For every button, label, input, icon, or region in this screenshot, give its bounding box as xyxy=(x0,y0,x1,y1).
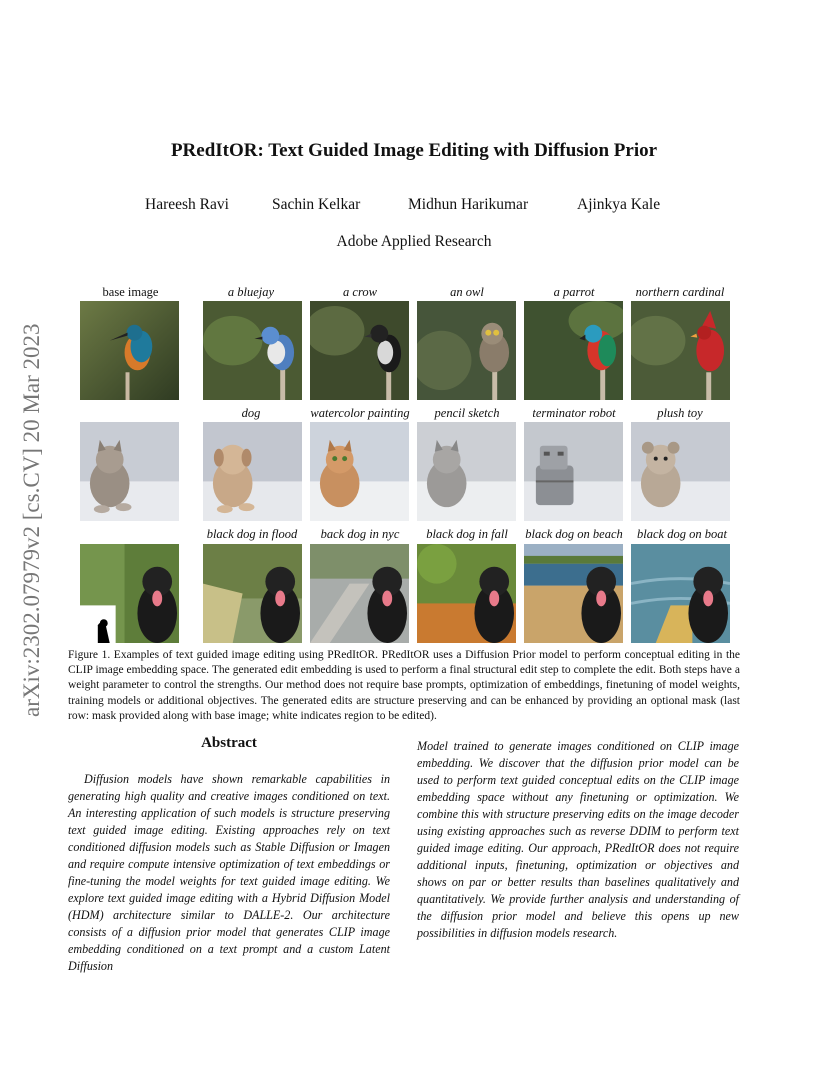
abstract-heading: Abstract xyxy=(201,735,257,751)
fig-label-watercolor: watercolor painting xyxy=(310,406,410,420)
image-nyc xyxy=(310,544,409,643)
image-kingfisher xyxy=(80,301,179,400)
fig-label-base-image: base image xyxy=(102,285,159,299)
fig-label-parrot: a parrot xyxy=(553,285,595,299)
fig-label-fall: black dog in fall xyxy=(426,527,508,541)
abstract-column-2: Model trained to generate images conditioned on CLIP image embedding. We discover that the diffusion prior model can be used to perform text guided conceptual edits on the CLIP image embedding space without any finetuning or optimization. We combine this with structure preserving edits on the image decoder using existing approaches such as reverse DDIM to perform text guided image editing. Our approach, PRedItOR does not require additional inputs, finetuning, optimization or objectives and shows on par or better results than baselines qualitatively and quantitatively. We provide further analysis and understanding of the diffusion prior model and believe this opens up new possibilities in diffusion models research. xyxy=(417,739,739,940)
arxiv-stamp: arXiv:2302.07979v2 [cs.CV] 20 Mar 2023 xyxy=(19,323,44,718)
image-plush-toy xyxy=(631,422,730,521)
fig-label-bluejay: a bluejay xyxy=(227,285,275,299)
image-parrot xyxy=(524,301,623,400)
abstract-column-1: Diffusion models have shown remarkable capabilities in generating high quality and creative images conditioned on text. An interesting application of such models is structure preserving text guided image editing. Existing approaches rely on text conditioned diffusion models such as Stable Diffusion or Imagen and require compute intensive optimization of text embeddings or fine-tuning the model weights for text guided image editing. We explore text guided image editing with a Hybrid Diffusion Model (HDM) architecture similar to DALLE-2. Our architecture consists of a diffusion prior model that generates CLIP image embedding conditioned on a text prompt and a custom Latent Diffusion xyxy=(68,772,390,973)
image-boat xyxy=(631,544,730,643)
author-1: Hareesh Ravi xyxy=(145,196,229,213)
fig-label-crow: a crow xyxy=(343,285,377,299)
figure-caption: Figure 1. Examples of text guided image editing using PRedItOR. PRedItOR uses a Diffusion Prior model to perform conceptual editing in the CLIP image embedding space. The generated edit embedding is used to perform a final structural edit step to complete the edit. Both steps have a weight parameter to control the strengths. Our method does not require base prompts, optimization of embeddings, finetuning of model weights, training models or additional objectives. The generated edits are structure preserving and can be enhanced by providing an optional mask (last row: mask provided along with base image; white indicates region to be edited). xyxy=(68,649,740,722)
author-3: Midhun Harikumar xyxy=(408,196,529,213)
affiliation: Adobe Applied Research xyxy=(336,233,492,250)
fig-label-boat: black dog on boat xyxy=(637,527,727,541)
image-cardinal xyxy=(631,301,730,400)
author-4: Ajinkya Kale xyxy=(577,196,661,213)
image-watercolor xyxy=(310,422,409,521)
image-pencil-sketch xyxy=(417,422,516,521)
fig-label-plush: plush toy xyxy=(657,406,703,420)
image-fall xyxy=(417,544,516,643)
image-kitten xyxy=(80,422,179,521)
image-terminator-robot xyxy=(524,422,623,521)
image-bluejay xyxy=(203,301,302,400)
image-crow xyxy=(310,301,409,400)
fig-label-owl: an owl xyxy=(450,285,484,299)
image-beach xyxy=(524,544,623,643)
image-owl xyxy=(417,301,516,400)
paper-title: PRedItOR: Text Guided Image Editing with Diffusion Prior xyxy=(170,140,658,161)
image-dog-edit xyxy=(203,422,302,521)
fig-label-nyc: back dog in nyc xyxy=(320,527,400,541)
fig-label-pencil: pencil sketch xyxy=(434,406,500,420)
image-black-dog-base xyxy=(80,544,179,643)
fig-label-cardinal: northern cardinal xyxy=(635,285,725,299)
fig-label-dog: dog xyxy=(241,406,261,420)
author-2: Sachin Kelkar xyxy=(272,196,361,213)
fig-label-flood: black dog in flood xyxy=(206,527,298,541)
image-flood xyxy=(203,544,302,643)
fig-label-robot: terminator robot xyxy=(532,406,616,420)
fig-label-beach: black dog on beach xyxy=(525,527,623,541)
